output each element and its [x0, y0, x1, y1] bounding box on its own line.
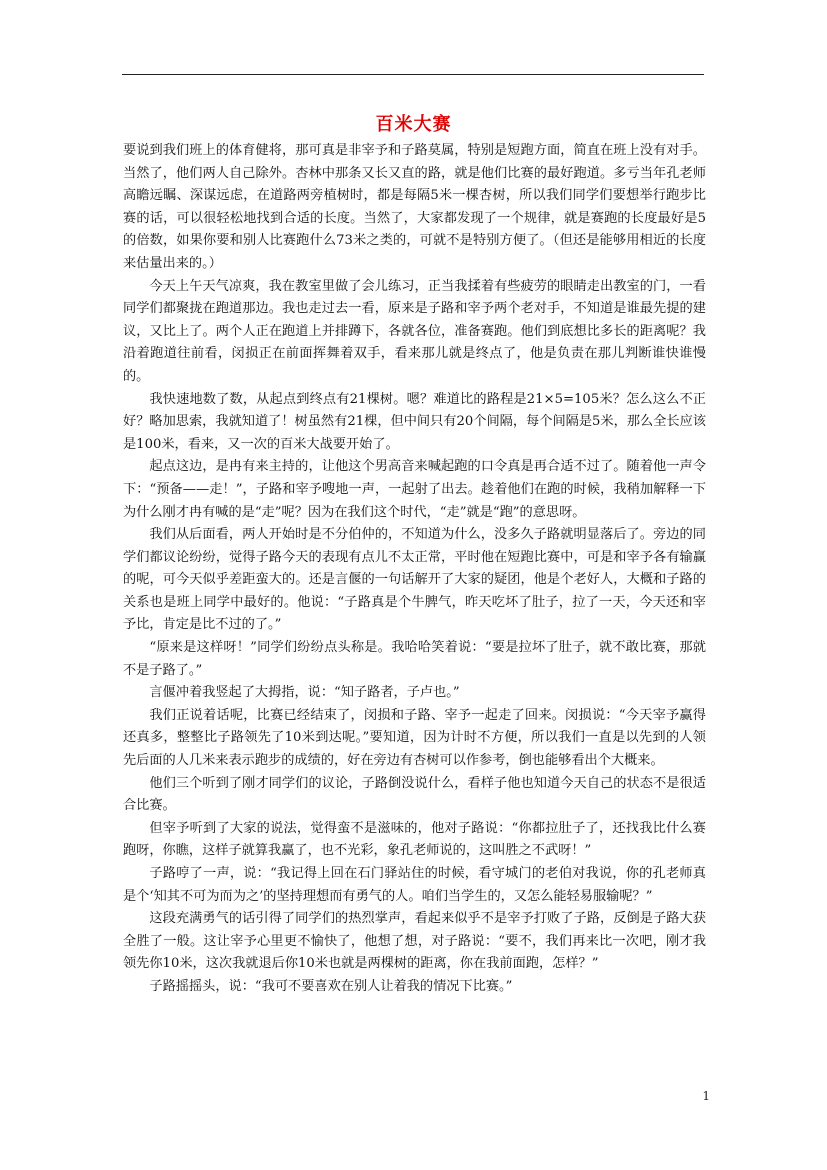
paragraph: 子路哼了一声，说：“我记得上回在石门驿站住的时候，看守城门的老伯对我说，你的孔老师真是个‘知其不可为而为之’的坚持理想而有勇气的人。咱们当学生的，又怎么能轻易服输呢？”: [123, 866, 706, 904]
paragraph: 我快速地数了数，从起点到终点有21棵树。嗯？难道比的路程是21×5=105米？怎么这么不正好？略加思索，我就知道了！树虽然有21棵，但中间只有20个间隔，每个间隔是5米，那么全长应该是100米，看来，又一次的百米大战要开始了。: [123, 391, 706, 452]
document-body: [123, 140, 706, 999]
page-number: 1: [702, 1089, 710, 1103]
paragraph: 但宰予听到了大家的说法，觉得蛮不是滋味的，他对子路说：“你都拉肚子了，还找我比什么赛跑呀，你瞧，这样子就算我赢了，也不光彩，象孔老师说的，这叫胜之不武呀！”: [123, 820, 706, 859]
document-title: 百米大赛: [375, 114, 452, 135]
paragraph: 我们从后面看，两人开始时是不分伯仲的，不知道为什么，没多久子路就明显落后了。旁边的同学们都议论纷纷，觉得子路今天的表现有点儿不太正常，平时他在短跑比赛中，可是和宰予各有输赢的呢，可今天似乎差距蛮大的。还是言偃的一句话解开了大家的疑团，他是个老好人，大概和子路的关系也是班上同学中最好的。他说：“子路真是个牛脾气，昨天吃坏了肚子，拉了一天，今天还和宰予比，肯定是比不过的了。”: [123, 527, 706, 633]
paragraph: 今天上午天气凉爽，我在教室里做了会儿练习，正当我揉着有些疲劳的眼睛走出教室的门，一看同学们都聚拢在跑道那边。我也走过去一看，原来是子路和宰予两个老对手，不知道是谁最先提的建议，又比上了。两个人正在跑道上并排蹲下，各就各位，准备赛跑。他们到底想比多长的距离呢？我沿着跑道往前看，闵损正在前面挥舞着双手，看来那儿就是终点了，他是负责在那儿判断谁快谁慢的。: [123, 278, 706, 384]
paragraph: 言偃冲着我竖起了大拇指，说：“知子路者，子卢也。”: [149, 685, 460, 701]
paragraph: 要说到我们班上的体育健将，那可真是非宰予和子路莫属，特别是短跑方面，简直在班上没有对手。当然了，他们两人自己除外。杏林中那条又长又直的路，就是他们比赛的最好跑道。多亏当年孔老师高瞻远瞩、深谋远虑，在道路两旁植树时，都是每隔5米一棵杏树，所以我们同学们要想举行跑步比赛的话，可以很轻松地找到合适的长度。当然了，大家都发现了一个规律，就是赛跑的长度最好是5的倍数，如果你要和别人比赛跑什么73米之类的，可就不是特别方便了。（但还是能够用相近的长度来估量出来的。）: [123, 143, 706, 271]
header-rule: [122, 74, 704, 75]
paragraph: 他们三个听到了刚才同学们的议论，子路倒没说什么，看样子他也知道今天自己的状态不是很适合比赛。: [123, 775, 706, 814]
paragraph: “原来是这样呀！”同学们纷纷点头称是。我哈哈笑着说：“要是拉坏了肚子，就不敢比赛，那就不是子路了。”: [123, 640, 706, 678]
paragraph: 这段充满勇气的话引得了同学们的热烈掌声，看起来似乎不是宰予打败了子路，反倒是子路大获全胜了一般。这让宰予心里更不愉快了，他想了想，对子路说：“要不，我们再来比一次吧，刚才我领先你10米，这次我就退后你10米也就是两棵树的距离，你在我前面跑，怎样？”: [123, 911, 706, 972]
paragraph: 起点这边，是冉有来主持的，让他这个男高音来喊起跑的口令真是再合适不过了。随着他一声令下：“预备——走！”，子路和宰予嗖地一声，一起射了出去。趁着他们在跑的时候，我稍加解释一下为什么刚才冉有喊的是“走”呢？因为在我们这个时代，“走”就是“跑”的意思呀。: [123, 459, 706, 520]
paragraph: 我们正说着话呢，比赛已经结束了，闵损和子路、宰予一起走了回来。闵损说：“今天宰予赢得还真多，整整比子路领先了10米到达呢。”要知道，因为计时不方便，所以我们一直是以先到的人领先后面的人几米来表示跑步的成绩的，好在旁边有杏树可以作参考，倒也能够看出个大概来。: [123, 707, 706, 769]
paragraph: 子路摇摇头，说：“我可不要喜欢在别人让着我的情况下比赛。”: [149, 978, 513, 994]
